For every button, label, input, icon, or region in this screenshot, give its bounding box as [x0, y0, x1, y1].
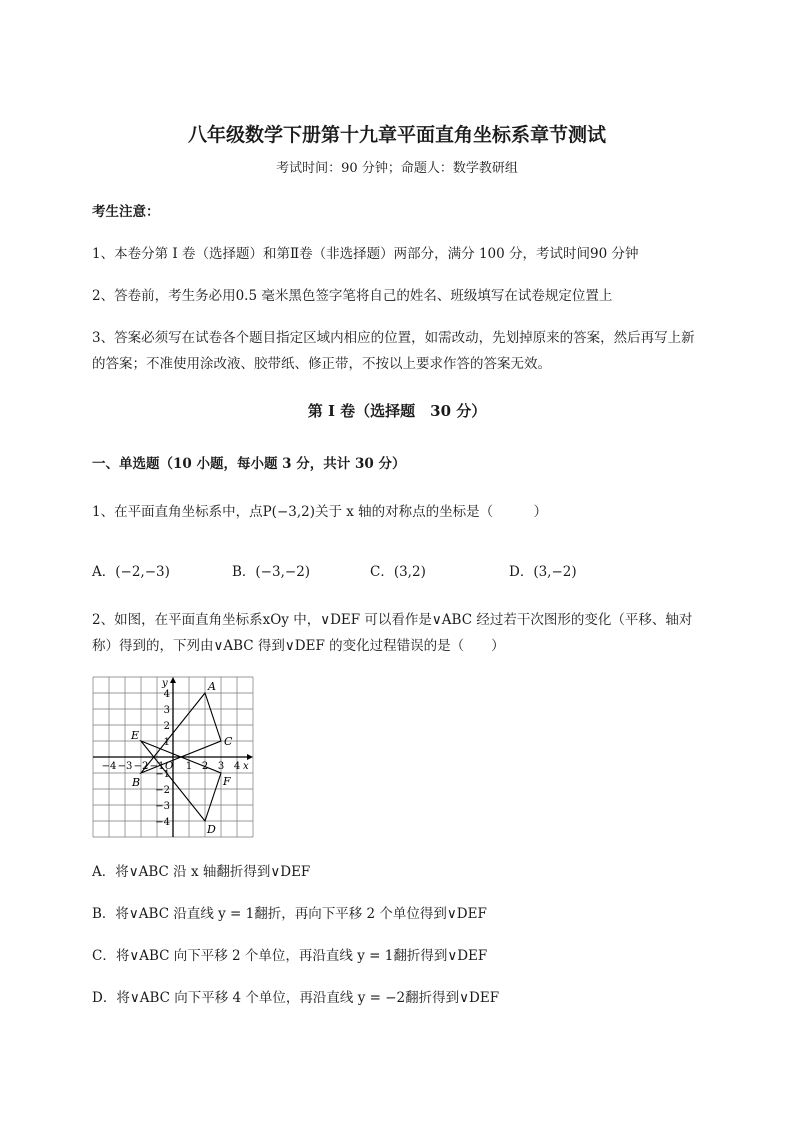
x-tick-label: 3 [217, 761, 225, 772]
y-axis-label: y [162, 678, 168, 689]
x-tick-label: −1 [149, 761, 165, 772]
notice-item-1: 1、本卷分第 I 卷（选择题）和第Ⅱ卷（非选择题）两部分，满分 100 分，考试时间90 分钟 [92, 246, 639, 262]
x-tick-label: −2 [133, 761, 149, 772]
x-tick-label: 2 [201, 761, 209, 772]
q1-option-a[interactable]: A．(−2,−3) [92, 564, 170, 580]
exam-subtitle: 考试时间：90 分钟；命题人：数学教研组 [276, 161, 518, 176]
point-label-b: B [132, 776, 141, 789]
x-tick-label: 1 [185, 761, 193, 772]
question-2-stem-line2: 称）得到的，下列由∨ABC 得到∨DEF 的变化过程错误的是（ ） [92, 638, 505, 654]
notice-heading: 考生注意： [92, 204, 160, 220]
q2-option-c[interactable]: C．将∨ABC 向下平移 2 个单位，再沿直线 y = 1翻折得到∨DEF [92, 948, 488, 964]
question-2-stem-line1: 2、如图，在平面直角坐标系xOy 中，∨DEF 可以看作是∨ABC 经过若干次图形的变化（平移、轴对 [92, 612, 693, 628]
x-tick-label: 4 [233, 761, 241, 772]
notice-item-2: 2、答卷前，考生务必用0.5 毫米黑色签字笔将自己的姓名、班级填写在试卷规定位置上 [92, 288, 613, 304]
y-axis-arrow [170, 677, 176, 683]
y-tick-label: −4 [155, 817, 170, 828]
notice-item-3: 3、答案必须写在试卷各个题目指定区域内相应的位置，如需改动，先划掉原来的答案，然后再写上新 [92, 330, 695, 346]
q2-option-d[interactable]: D．将∨ABC 向下平移 4 个单位，再沿直线 y = −2翻折得到∨DEF [92, 990, 500, 1006]
q1-option-b[interactable]: B．(−3,−2) [232, 564, 311, 580]
q1-option-c[interactable]: C．(3,2) [370, 564, 426, 580]
y-tick-label: 4 [163, 689, 170, 700]
x-axis-arrow [247, 754, 253, 760]
point-label-d: D [207, 823, 216, 836]
origin-label: O [165, 761, 174, 772]
point-label-f: F [223, 775, 231, 788]
figure-tick-labels [102, 689, 241, 828]
point-label-e: E [131, 729, 140, 742]
x-tick-label: −4 [101, 761, 117, 772]
question-1-stem: 1、在平面直角坐标系中，点P(−3,2)关于 x 轴的对称点的坐标是（ ） [92, 504, 548, 520]
y-tick-label: −2 [155, 785, 170, 796]
exam-title: 八年级数学下册第十九章平面直角坐标系章节测试 [187, 124, 606, 146]
section-title: 第 I 卷（选择题 30 分） [307, 402, 487, 420]
triangle-def [141, 741, 221, 821]
figure-point-labels [130, 680, 233, 836]
x-axis-label: x [243, 761, 249, 772]
q2-option-b[interactable]: B．将∨ABC 沿直线 y = 1翻折，再向下平移 2 个单位得到∨DEF [92, 906, 487, 922]
coordinate-figure [92, 676, 254, 838]
q2-option-a[interactable]: A．将∨ABC 沿 x 轴翻折得到∨DEF [92, 864, 311, 880]
y-tick-label: −3 [155, 801, 170, 812]
point-label-a: A [208, 680, 216, 693]
y-tick-label: −1 [155, 769, 170, 780]
figure-axes [93, 677, 253, 837]
y-tick-label: 2 [163, 721, 170, 732]
q1-option-d[interactable]: D．(3,−2) [509, 564, 577, 580]
point-label-c: C [224, 735, 233, 748]
y-tick-label: 3 [163, 705, 170, 716]
x-tick-label: −3 [117, 761, 133, 772]
y-tick-label: 1 [163, 737, 170, 748]
notice-item-3-cont: 的答案；不准使用涂改液、胶带纸、修正带，不按以上要求作答的答案无效。 [92, 356, 551, 372]
part-heading: 一、单选题（10 小题，每小题 3 分，共计 30 分） [92, 456, 406, 472]
